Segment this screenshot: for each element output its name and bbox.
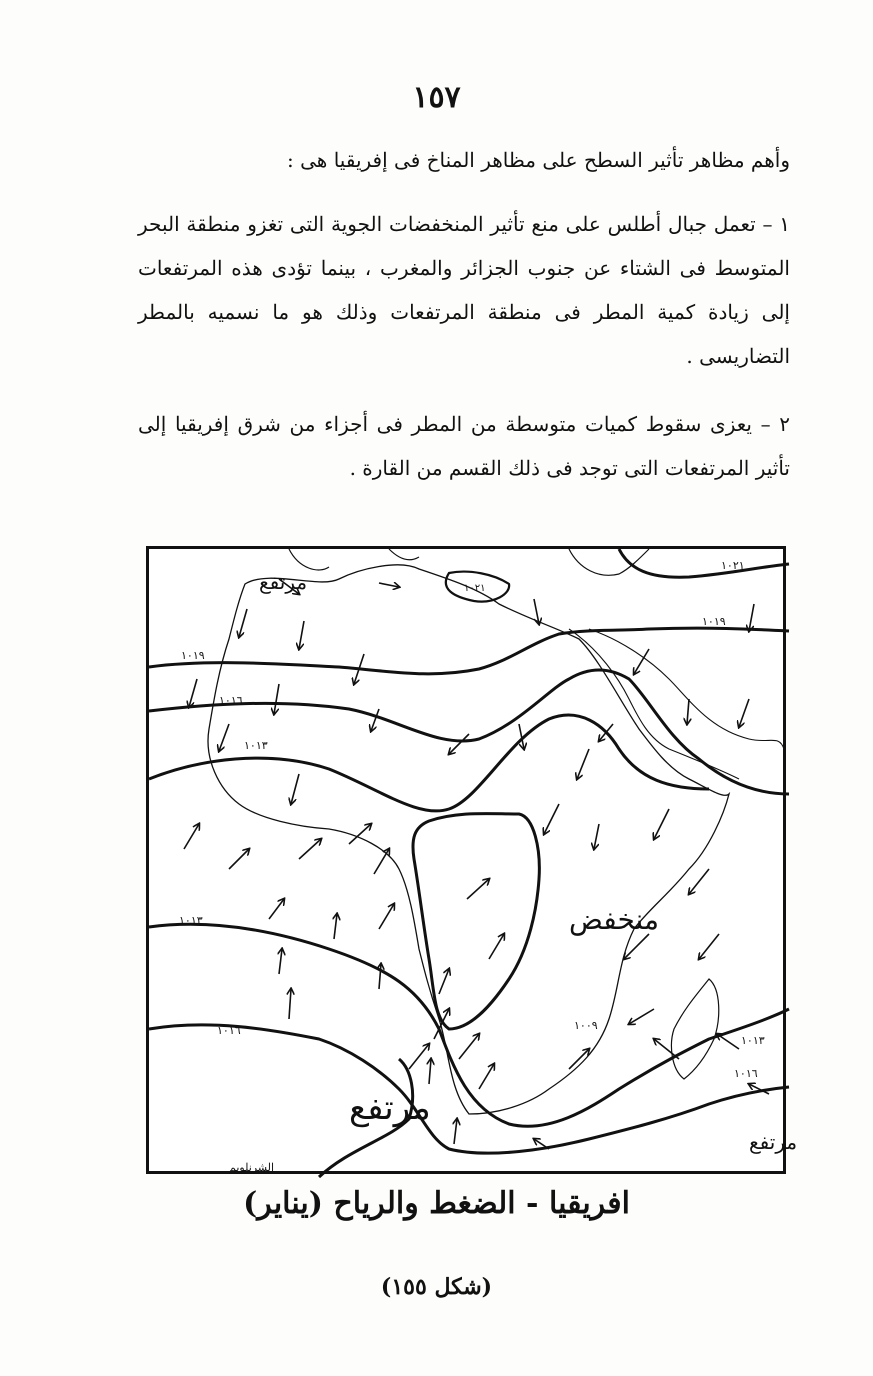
isobar-label-1013-se: ١٠١٣ <box>741 1034 765 1047</box>
isobar-1016-north <box>149 670 789 794</box>
isobar-label-1013-west: ١٠١٣ <box>179 914 203 927</box>
arabia-coastline <box>569 629 784 779</box>
isobar-label-1019-west: ١٠١٩ <box>181 649 205 662</box>
label-low-center: منخفض <box>569 903 659 936</box>
isobar-1016-sw <box>149 1025 789 1153</box>
label-high-nw: مرتفع <box>259 570 308 594</box>
point-two-paragraph: ٢ – يعزى سقوط كميات متوسطة من المطر فى أجزاء من شرق إفريقيا إلى تأثير المرتفعات التى توجد فى ذلك القسم من القارة . <box>138 412 790 480</box>
point-one-paragraph: ١ – تعمل جبال أطلس على منع تأثير المنخفضات الجوية التى تغزو منطقة البحر المتوسط فى الشتاء عن جنوب الجزائر والمغرب ، بينما تؤدى هذه المرتفعات إلى زيادة كمية المطر فى منطقة المرتفعات وذلك هو ما نسميه بالمطر التضاريسى . <box>138 212 790 368</box>
isobar-label-1013-north: ١٠١٣ <box>244 739 268 752</box>
label-high-sw: مرتفع <box>349 1088 431 1128</box>
page-number: ١٥٧ <box>412 80 461 115</box>
isobar-label-1009: ١٠٠٩ <box>574 1019 598 1032</box>
isobar-label-1021-ne: ١٠٢١ <box>721 559 745 572</box>
label-credit: الشرنلويم <box>229 1161 275 1174</box>
isobar-1019-north <box>149 628 789 674</box>
isobar-label-1021-med: ١٠٢١ <box>464 583 486 594</box>
isobar-1013-west <box>149 924 789 1126</box>
intro-paragraph: وأهم مظاهر تأثير السطح على مظاهر المناخ فى إفريقيا هى : <box>287 148 790 172</box>
isobar-label-1016-sw: ١٠١٦ <box>217 1024 241 1037</box>
map-drawing <box>149 549 798 1177</box>
label-high-se: مرتفع <box>749 1130 798 1154</box>
pressure-wind-map <box>146 546 798 1174</box>
isobar-label-1016-se: ١٠١٦ <box>734 1067 758 1080</box>
isobar-label-1019-east: ١٠١٩ <box>702 615 726 628</box>
madagascar <box>671 979 718 1079</box>
isobar-1013-north <box>149 715 709 811</box>
figure-caption: افريقيا - الضغط والرياح (يناير) <box>243 1186 630 1221</box>
figure-number: (شكل ١٥٥) <box>380 1274 493 1300</box>
isobar-label-1016-north: ١٠١٦ <box>219 694 243 707</box>
